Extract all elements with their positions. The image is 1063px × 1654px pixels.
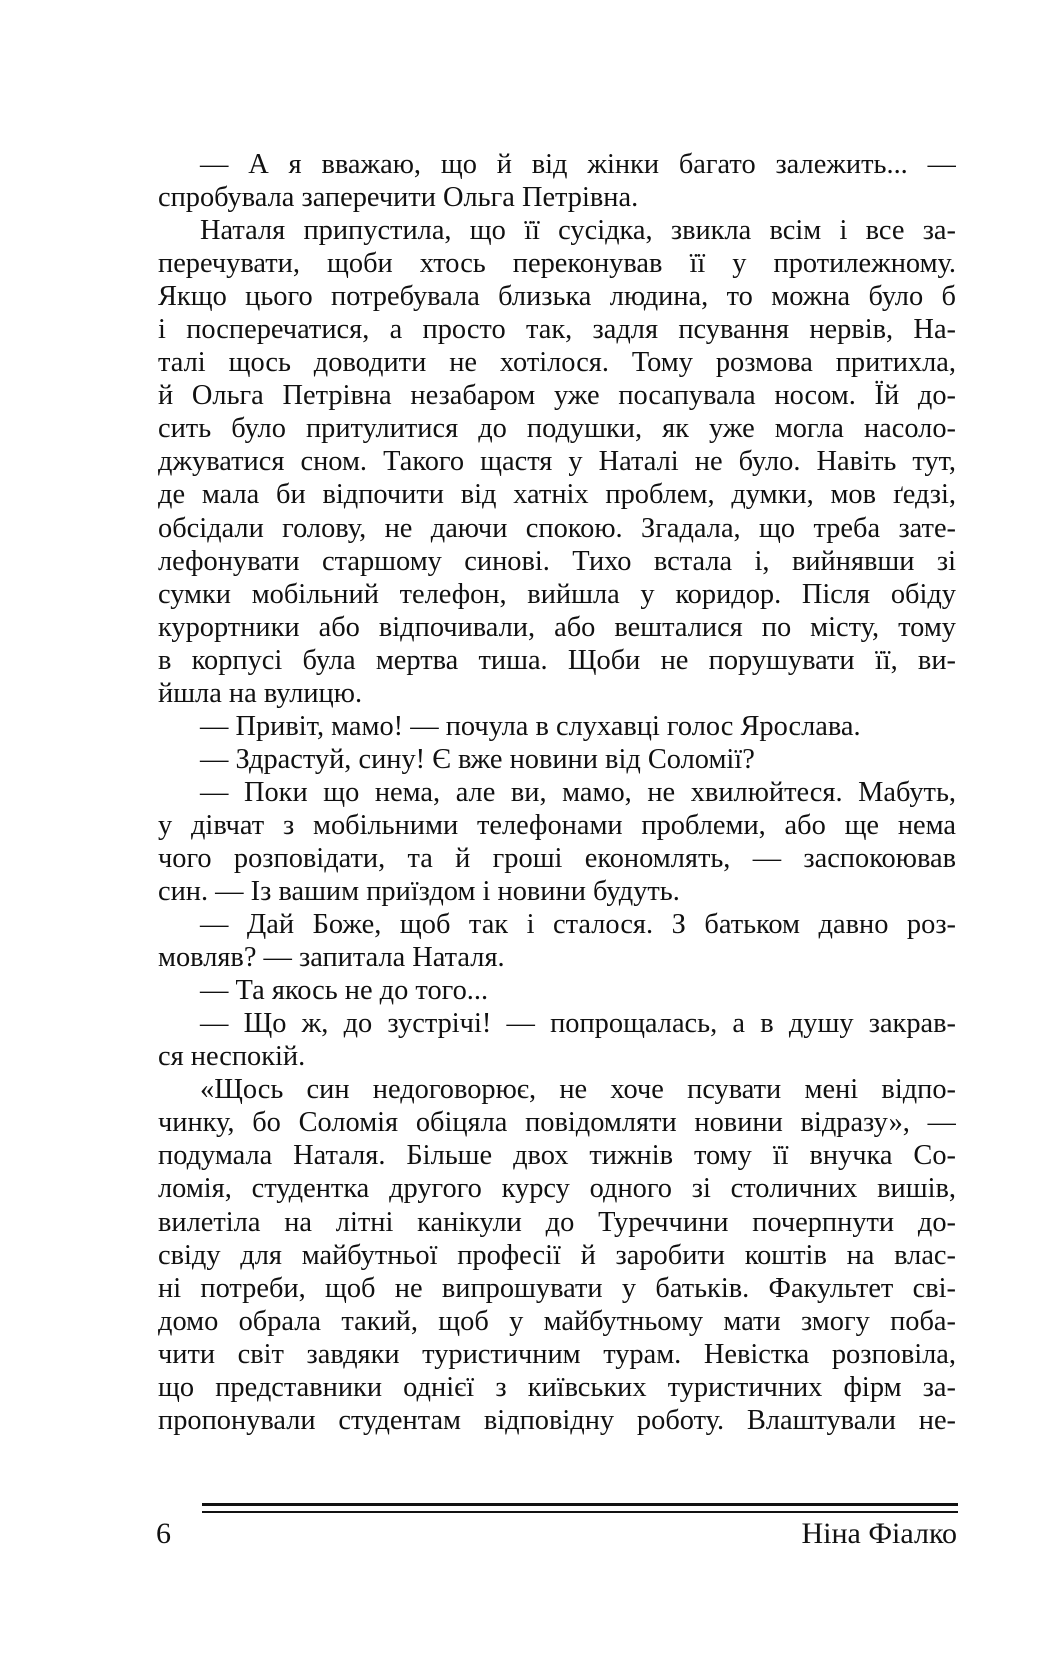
text-line: талі щось доводити не хотілося. Тому розмова притихла,: [158, 347, 956, 379]
text-line: й Ольга Петрівна незабаром уже посапувала носом. Їй до-: [158, 380, 956, 412]
text-line: йшла на вулицю.: [158, 677, 363, 709]
text-line: пропонували студентам відповідну роботу. Влаштували не-: [158, 1404, 956, 1436]
text-line: перечувати, щоби хтось переконував її у протилежному.: [158, 248, 956, 280]
text-line: в корпусі була мертва тиша. Щоби не порушувати її, ви-: [158, 644, 956, 676]
text-line: де мала би відпочити від хатніх проблем, думки, мов ґедзі,: [158, 479, 956, 511]
text-line: курортники або відпочивали, або вешталися по місту, тому: [158, 611, 956, 643]
text-line: ломія, студентка другого курсу одного зі столичних вишів,: [158, 1173, 956, 1205]
text-line: ся неспокій.: [158, 1041, 306, 1073]
text-line: лефонувати старшому синові. Тихо встала і, вийнявши зі: [158, 545, 956, 577]
text-line: Якщо цього потребувала близька людина, то можна було б: [158, 281, 956, 313]
text-line: сить було притулитися до подушки, як уже могла насоло-: [158, 413, 956, 445]
footer-rule-thick: [202, 1503, 958, 1506]
text-line: вилетіла на літні канікули до Туреччини почерпнути до-: [158, 1206, 956, 1238]
text-line: і посперечатися, а просто так, задля псування нервів, На-: [158, 314, 956, 346]
text-line: домо обрала такий, щоб у майбутньому мати змогу поба-: [158, 1305, 956, 1337]
text-line: — А я вважаю, що й від жінки багато залежить... —: [200, 149, 956, 180]
author-name: Ніна Фіалко: [801, 1517, 957, 1550]
text-line: «Щось син недоговорює, не хоче псувати мені відпо-: [200, 1074, 956, 1106]
text-line: у дівчат з мобільними телефонами проблеми, або ще нема: [158, 809, 956, 841]
text-line: — Поки що нема, але ви, мамо, не хвилюйтеся. Мабуть,: [200, 776, 956, 808]
text-line: подумала Наталя. Більше двох тижнів тому її внучка Со-: [158, 1140, 956, 1172]
text-line: чинку, бо Соломія обіцяла повідомляти новини відразу», —: [158, 1107, 956, 1139]
text-line: — Здрастуй, сину! Є вже новини від Соломії?: [200, 743, 755, 775]
text-line: сумки мобільний телефон, вийшла у коридор. Після обіду: [158, 578, 956, 610]
text-line: — Привіт, мамо! — почула в слухавці голос Ярослава.: [200, 710, 861, 742]
text-line: — Дай Боже, щоб так і сталося. З батьком давно роз-: [200, 909, 956, 941]
text-line: — Та якось не до того...: [200, 975, 489, 1007]
text-line: чити світ завдяки туристичним турам. Невістка розповіла,: [158, 1338, 956, 1370]
body-text: [158, 148, 956, 1437]
text-line: спробувала заперечити Ольга Петрівна.: [158, 182, 639, 214]
text-line: — Що ж, до зустрічі! — попрощалась, а в душу закрав-: [200, 1008, 956, 1040]
text-line: чого розповідати, та й гроші економлять, — заспокоював: [158, 842, 956, 874]
text-line: син. — Із вашим приїздом і новини будуть.: [158, 876, 680, 908]
text-line: джуватися сном. Такого щастя у Наталі не було. Навіть тут,: [158, 446, 956, 478]
text-line: ні потреби, щоб не випрошувати у батьків. Факультет сві-: [158, 1272, 956, 1304]
page-number: 6: [156, 1517, 171, 1550]
text-line: обсідали голову, не даючи спокою. Згадала, що треба зате-: [158, 512, 956, 544]
text-line: свіду для майбутньої професії й заробити коштів на влас-: [158, 1239, 956, 1271]
footer-rule-thin: [202, 1511, 958, 1513]
text-line: мовляв? — запитала Наталя.: [158, 942, 505, 974]
text-line: що представники однієї з київських туристичних фірм за-: [158, 1371, 956, 1403]
text-line: Наталя припустила, що її сусідка, звикла всім і все за-: [200, 215, 956, 247]
